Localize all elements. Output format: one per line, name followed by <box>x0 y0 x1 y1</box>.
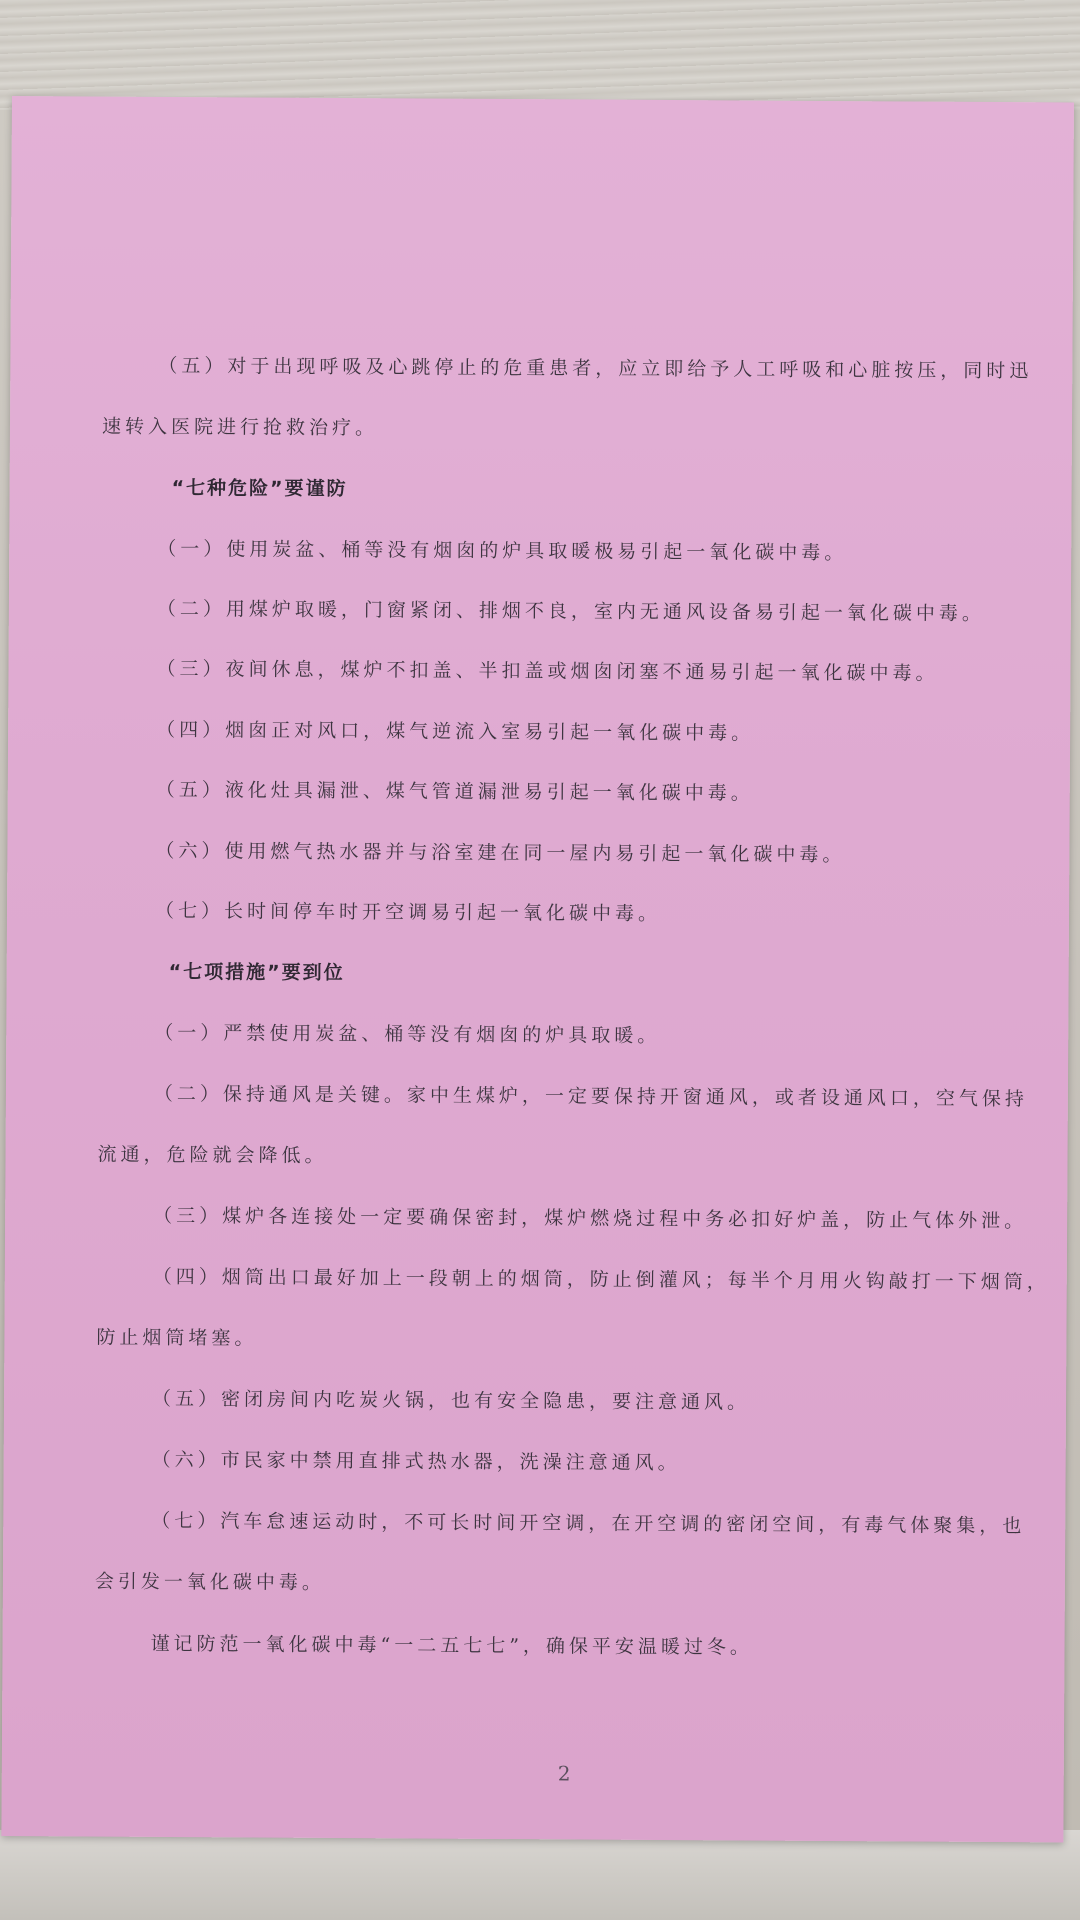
danger-item: （三）夜间休息，煤炉不扣盖、半扣盖或烟囱闭塞不通易引起一氧化碳中毒。 <box>156 657 939 685</box>
danger-item: （五）液化灶具漏泄、煤气管道漏泄易引起一氧化碳中毒。 <box>155 778 754 805</box>
page-number: 2 <box>557 1761 571 1786</box>
desk-surface-top <box>0 0 1080 110</box>
measure-item: （七）汽车怠速运动时，不可长时间开空调，在开空调的密闭空间，有毒气体聚集，也 <box>151 1509 1026 1538</box>
paragraph-line: （五）对于出现呼吸及心跳停止的危重患者，应立即给予人工呼吸和心脏按压，同时迅 <box>158 354 1033 383</box>
section-heading-dangers: “七种危险”要谨防 <box>171 476 348 501</box>
desk-surface-bottom <box>0 1830 1080 1920</box>
section-heading-measures: “七项措施”要到位 <box>168 960 345 985</box>
measure-item-continuation: 防止烟筒堵塞。 <box>96 1326 258 1350</box>
danger-item: （六）使用燃气热水器并与浴室建在同一屋内易引起一氧化碳中毒。 <box>155 839 846 867</box>
danger-item: （四）烟囱正对风口，煤气逆流入室易引起一氧化碳中毒。 <box>156 718 755 745</box>
measure-item: （一）严禁使用炭盆、桶等没有烟囱的炉具取暖。 <box>154 1021 661 1047</box>
paragraph-line: 速转入医院进行抢救治疗。 <box>101 415 379 440</box>
measure-item: （二）保持通风是关键。家中生煤炉，一定要保持开窗通风，或者设通风口，空气保持 <box>153 1082 1028 1111</box>
measure-item: （四）烟筒出口最好加上一段朝上的烟筒，防止倒灌风；每半个月用火钩敲打一下烟筒， <box>152 1265 1050 1294</box>
danger-item: （一）使用炭盆、桶等没有烟囱的炉具取暖极易引起一氧化碳中毒。 <box>157 537 848 565</box>
measure-item: （六）市民家中禁用直排式热水器，洗澡注意通风。 <box>151 1448 681 1475</box>
closing-sentence: 谨记防范一氧化碳中毒“一二五七七”，确保平安温暖过冬。 <box>150 1632 754 1659</box>
measure-item-continuation: 会引发一氧化碳中毒。 <box>94 1570 326 1594</box>
danger-item: （二）用煤炉取暖，门窗紧闭、排烟不良，室内无通风设备易引起一氧化碳中毒。 <box>156 597 985 625</box>
measure-item: （五）密闭房间内吃炭火锅，也有安全隐患，要注意通风。 <box>151 1387 751 1414</box>
measure-item: （三）煤炉各连接处一定要确保密封，煤炉燃烧过程中务必扣好炉盖，防止气体外泄。 <box>153 1204 1028 1233</box>
document-page <box>1 96 1074 1842</box>
danger-item: （七）长时间停车时开空调易引起一氧化碳中毒。 <box>154 899 662 925</box>
measure-item-continuation: 流通，危险就会降低。 <box>97 1143 328 1167</box>
